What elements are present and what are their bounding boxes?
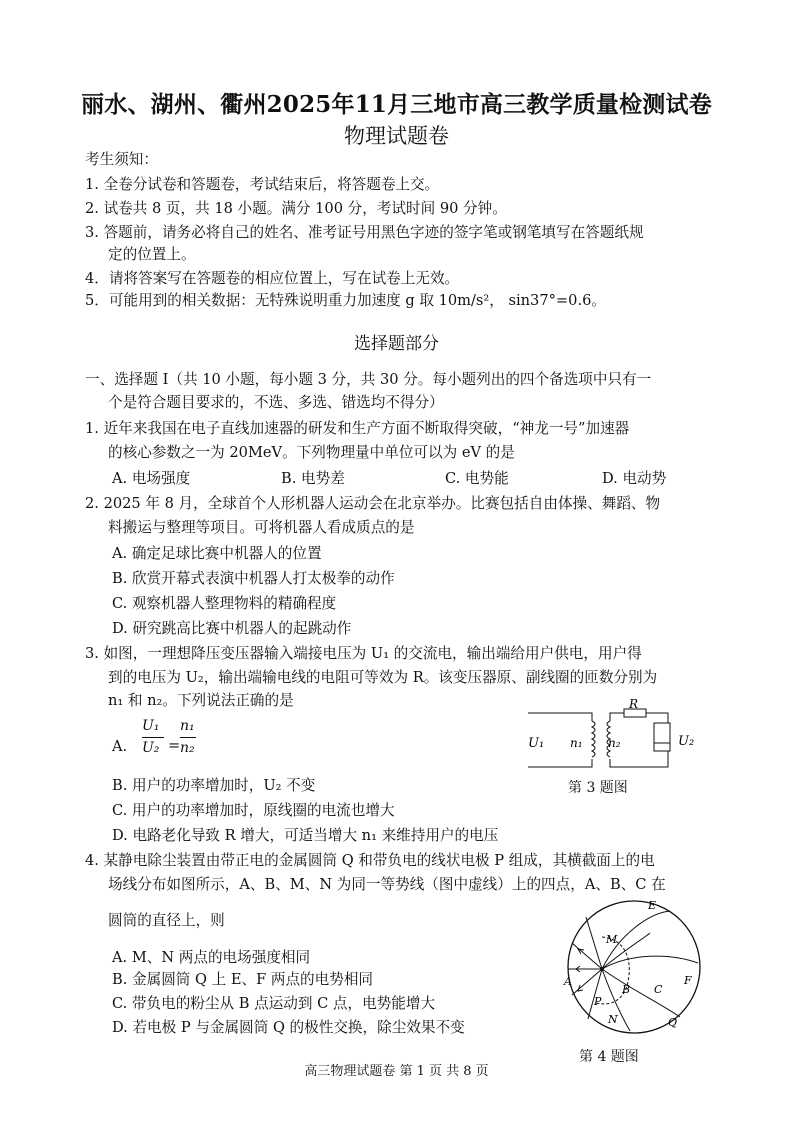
numerator: n₁: [180, 718, 195, 734]
electrostatic-precipitator-figure: [550, 893, 710, 1043]
question-stem: 2. 2025 年 8 月，全球首个人形机器人运动会在北京举办。比赛包括自由体操、舞蹈、物: [85, 495, 661, 512]
label-p: P: [594, 995, 602, 1008]
option-d: D. 电动势: [602, 470, 667, 487]
notice-item: 4．请将答案写在答题卷的相应位置上，写在试卷上无效。: [85, 270, 460, 287]
notice-item: 2. 试卷共 8 页，共 18 小题。满分 100 分，考试时间 90 分钟。: [85, 200, 507, 217]
label-n2: n₂: [608, 736, 621, 750]
denominator: U₂: [142, 740, 160, 756]
notice-item: 1. 全卷分试卷和答题卷，考试结束后，将答题卷上交。: [85, 176, 440, 193]
label-u2: U₂: [678, 734, 695, 749]
page-subtitle: 物理试题卷: [344, 124, 449, 148]
equals-sign: =: [168, 737, 181, 754]
page-title: 丽水、湖州、衢州2025年11月三地市高三教学质量检测试卷: [81, 91, 712, 118]
option-c: C. 用户的功率增加时，原线圈的电流也增大: [112, 802, 395, 819]
figure-caption: 第 4 题图: [579, 1049, 639, 1065]
option-a: A.: [112, 738, 128, 755]
option-c: C. 带负电的粉尘从 B 点运动到 C 点，电势能增大: [112, 995, 436, 1012]
section-title: 选择题部分: [354, 334, 439, 354]
option-b: B. 电势差: [281, 470, 345, 487]
question-stem: 到的电压为 U₂，输出端输电线的电阻可等效为 R。该变压器原、副线圈的匝数分别为: [108, 669, 658, 686]
question-stem: 1. 近年来我国在电子直线加速器的研发和生产方面不断取得突破，“神龙一号”加速器: [85, 420, 630, 437]
part-heading: 个是符合题目要求的，不选、多选、错选均不得分）: [108, 394, 444, 411]
question-stem: 的核心参数之一为 20MeV。下列物理量中单位可以为 eV 的是: [108, 444, 515, 461]
numerator: U₁: [142, 718, 160, 734]
transformer-circuit-figure: [520, 697, 700, 775]
fraction-bar: [142, 737, 164, 738]
label-q: Q: [668, 1016, 678, 1029]
option-a: A. 确定足球比赛中机器人的位置: [112, 545, 322, 562]
label-b: B: [622, 983, 631, 996]
label-f: F: [684, 974, 692, 987]
label-a: A: [564, 975, 572, 988]
option-b: B. 欣赏开幕式表演中机器人打太极拳的动作: [112, 570, 395, 587]
label-r: R: [629, 697, 639, 711]
label-c: C: [654, 983, 663, 996]
option-a: A. 电场强度: [112, 470, 191, 487]
electrode-p: [600, 967, 604, 971]
option-b: B. 用户的功率增加时，U₂ 不变: [112, 777, 316, 794]
question-stem: 圆筒的直径上，则: [108, 912, 225, 929]
figure-caption: 第 3 题图: [568, 780, 628, 796]
option-d: D. 若电极 P 与金属圆筒 Q 的极性交换，除尘效果不变: [112, 1019, 465, 1036]
notice-heading: 考生须知：: [85, 151, 158, 168]
option-a: A. M、N 两点的电场强度相同: [112, 949, 311, 966]
question-stem: 4. 某静电除尘装置由带正电的金属圆筒 Q 和带负电的线状电极 P 组成，其横截面上的电: [85, 852, 655, 869]
question-stem: 场线分布如图所示，A、B、M、N 为同一等势线（图中虚线）上的四点，A、B、C 在: [108, 876, 666, 893]
option-d: D. 电路老化导致 R 增大，可适当增大 n₁ 来维持用户的电压: [112, 827, 499, 844]
label-n: N: [608, 1013, 618, 1026]
option-c: C. 电势能: [445, 470, 509, 487]
denominator: n₂: [180, 740, 195, 756]
part-heading: 一、选择题 I（共 10 小题，每小题 3 分，共 30 分。每小题列出的四个备选项中只有一: [85, 371, 652, 388]
notice-item: 5．可能用到的相关数据：无特殊说明重力加速度 g 取 10m/s²， sin37°=0.6。: [85, 292, 606, 309]
label-e: E: [648, 899, 657, 912]
notice-item: 3. 答题前，请务必将自己的姓名、准考证号用黑色字迹的签字笔或钢笔填写在答题纸规: [85, 224, 644, 241]
fraction-bar: [180, 737, 196, 738]
option-d: D. 研究跳高比赛中机器人的起跳动作: [112, 620, 352, 637]
question-stem: 3. 如图，一理想降压变压器输入端接电压为 U₁ 的交流电，输出端给用户供电，用户得: [85, 645, 642, 662]
question-stem: 料搬运与整理等项目。可将机器人看成质点的是: [108, 519, 415, 536]
label-u1: U₁: [528, 736, 545, 751]
option-b: B. 金属圆筒 Q 上 E、F 两点的电势相同: [112, 971, 374, 988]
label-m: M: [606, 933, 618, 946]
notice-item: 定的位置上。: [108, 246, 196, 263]
option-c: C. 观察机器人整理物料的精确程度: [112, 595, 337, 612]
label-n1: n₁: [570, 736, 583, 750]
page-footer: 高三物理试题卷 第 1 页 共 8 页: [304, 1064, 489, 1079]
question-stem: n₁ 和 n₂。下列说法正确的是: [108, 692, 294, 709]
